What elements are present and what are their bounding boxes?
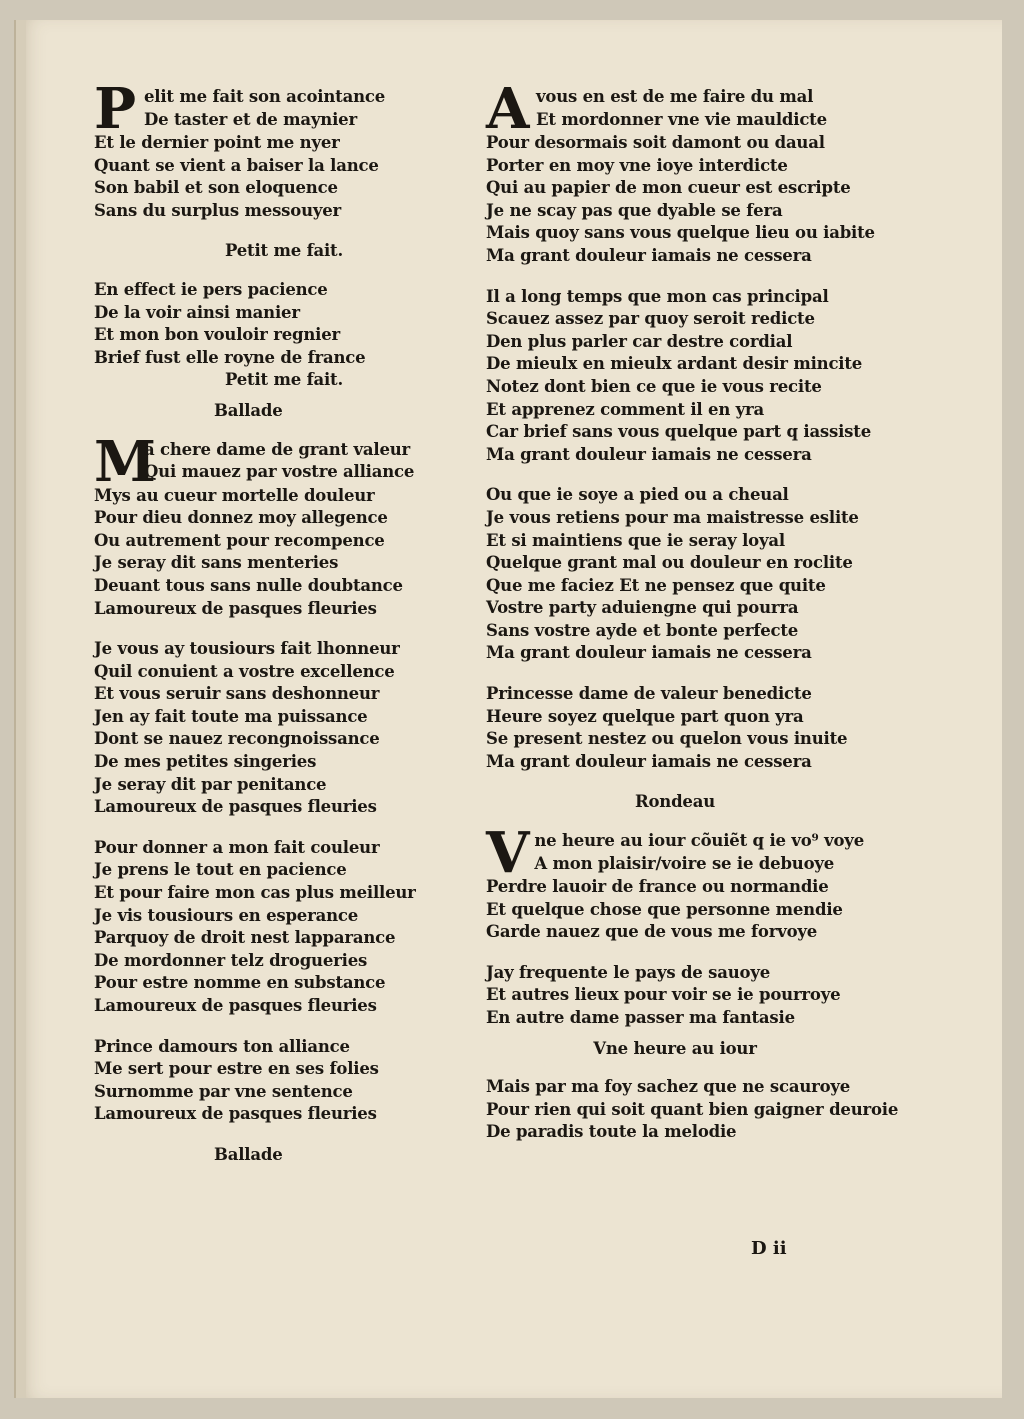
verse-line: Il a long temps que mon cas principal <box>486 286 829 306</box>
section-heading-ballade: Ballade <box>214 400 283 420</box>
stanza <box>94 837 474 1018</box>
verse-line: Que me faciez Et ne pensez que quite <box>486 575 826 595</box>
verse-line: Ma grant douleur iamais ne cessera <box>486 643 812 663</box>
verse-line: De la voir ainsi manier <box>94 302 300 322</box>
verse-line: Qui mauez par vostre alliance <box>144 462 415 482</box>
verse-line: Et autres lieux pour voir se ie pourroye <box>486 985 841 1005</box>
verse-line: ne heure au iour cõuiẽt q ie vo⁹ voye <box>534 831 864 851</box>
verse-line: Jay frequente le pays de sauoye <box>486 962 771 982</box>
verse-line: Lamoureux de pasques fleuries <box>94 996 377 1015</box>
verse-line: Et mon bon vouloir regnier <box>94 325 340 345</box>
verse-line: Et quelque chose que personne mendie <box>486 899 843 919</box>
verse-line: Mys au cueur mortelle douleur <box>94 485 375 505</box>
verse-line: Dont se nauez recongnoissance <box>94 729 380 749</box>
verse-line: De taster et de maynier <box>144 109 357 129</box>
page-gutter <box>16 20 26 1398</box>
verse-line: Et mordonner vne vie mauldicte <box>536 109 827 129</box>
verse-line: Et pour faire mon cas plus meilleur <box>94 883 416 903</box>
stanza <box>486 962 864 1030</box>
verse-line: Qui au papier de mon cueur est escripte <box>486 178 851 198</box>
verse-line: Perdre lauoir de france ou normandie <box>486 877 829 897</box>
opening-drop-cap-block <box>94 76 474 142</box>
stanza <box>94 279 474 369</box>
verse-line: Je seray dit par penitance <box>94 774 327 794</box>
verse-line: Parquoy de droit nest lapparance <box>94 928 396 948</box>
verse-line: Pour desormais soit damont ou daual <box>486 133 825 152</box>
verse-line: Lamoureux de pasques fleuries <box>94 1104 377 1124</box>
drop-cap-initial: A <box>486 76 530 142</box>
drop-cap-initial: M <box>94 428 156 495</box>
verse-line: Se present nestez ou quelon vous inuite <box>486 729 848 749</box>
verse-line: Quelque grant mal ou douleur en roclite <box>486 553 853 573</box>
verse-line: Lamoureux de pasques fleuries <box>94 797 377 817</box>
verse-line: Pour donner a mon fait couleur <box>94 837 380 857</box>
verse-line: Ou que ie soye a pied ou a cheual <box>486 485 789 505</box>
verse-line: A mon plaisir/voire se ie debuoye <box>534 853 835 873</box>
verse-line: Je vous ay tousiours fait lhonneur <box>94 639 400 659</box>
stanza <box>94 132 474 222</box>
verse-line: Je ne scay pas que dyable se fera <box>486 200 783 220</box>
verse-line: Pour rien qui soit quant bien gaigner deuroie <box>486 1099 899 1119</box>
stanza <box>94 485 474 621</box>
verse-line: En autre dame passer ma fantasie <box>486 1008 795 1027</box>
verse-line: Prince damours ton alliance <box>94 1036 350 1056</box>
verse-line: De mordonner telz drogueries <box>94 950 368 970</box>
verse-line: Et le dernier point me nyer <box>94 133 340 152</box>
verse-line: Scauez assez par quoy seroit redicte <box>486 309 815 329</box>
verse-line: Den plus parler car destre cordial <box>486 331 793 351</box>
verse-line: Lamoureux de pasques fleuries <box>94 598 377 618</box>
verse-line: Garde nauez que de vous me forvoye <box>486 922 818 942</box>
verse-line: Mais quoy sans vous quelque lieu ou iabite <box>486 223 875 243</box>
envoi-stanza <box>94 1036 474 1126</box>
verse-line: Je vous retiens pour ma maistresse eslite <box>486 507 859 527</box>
verse-line: Jen ay fait toute ma puissance <box>94 706 368 726</box>
right-column <box>486 76 899 1144</box>
stanza <box>486 132 875 268</box>
verse-line: Deuant tous sans nulle doubtance <box>94 575 403 595</box>
drop-cap-initial: V <box>486 820 530 887</box>
verse-line: De mieulx en mieulx ardant desir mincite <box>486 354 863 374</box>
verse-line: Pour estre nomme en substance <box>94 973 386 993</box>
verse-line: Et si maintiens que ie seray loyal <box>486 530 785 550</box>
stanza <box>486 876 864 944</box>
verse-line: Sans vostre ayde et bonte perfecte <box>486 620 799 640</box>
verse-line: Me sert pour estre en ses folies <box>94 1059 379 1079</box>
drop-cap-initial: P <box>94 76 136 142</box>
verse-line: vous en est de me faire du mal <box>536 87 814 106</box>
verse-line: Je seray dit sans menteries <box>94 553 339 573</box>
verse-line: Notez dont bien ce que ie vous recite <box>486 376 822 396</box>
verse-line: De paradis toute la melodie <box>486 1122 737 1142</box>
verse-line: Ma grant douleur iamais ne cessera <box>486 444 812 464</box>
verse-line: De mes petites singeries <box>94 752 317 772</box>
verse-line: elit me fait son acointance <box>144 87 386 106</box>
right-drop-cap-block <box>486 76 864 142</box>
section-heading-ballade: Ballade <box>214 1144 283 1164</box>
verse-line: Quil conuient a vostre excellence <box>94 661 395 681</box>
refrain-heading: Petit me fait. <box>224 241 344 261</box>
envoi-stanza <box>486 683 864 773</box>
stanza <box>486 1076 899 1144</box>
verse-line: Et apprenez comment il en yra <box>486 399 765 419</box>
verse-line: Porter en moy vne ioye interdicte <box>486 155 788 175</box>
verse-line: Sans du surplus messouyer <box>94 200 342 220</box>
verse-line: Car brief sans vous quelque part q iassiste <box>486 422 871 442</box>
verse-line: Je prens le tout en pacience <box>94 860 347 880</box>
verse-line: Ma grant douleur iamais ne cessera <box>486 245 812 265</box>
book-page <box>14 20 1002 1398</box>
refrain-heading: Petit me fait. <box>224 370 344 390</box>
verse-line: Je vis tousiours en esperance <box>94 905 359 925</box>
verse-line: Ma grant douleur iamais ne cessera <box>486 751 812 771</box>
verse-line: Et vous seruir sans deshonneur <box>94 684 380 704</box>
section-heading-rondeau: Rondeau <box>634 792 716 812</box>
refrain-heading: Vne heure au iour <box>593 1038 757 1058</box>
verse-line: Heure soyez quelque part quon yra <box>486 706 804 726</box>
verse-line: a chere dame de grant valeur <box>144 439 411 459</box>
verse-line: Vostre party aduiengne qui pourra <box>486 598 799 618</box>
verse-line: En effect ie pers pacience <box>94 279 328 299</box>
verse-line: Brief fust elle royne de france <box>94 347 366 367</box>
verse-line: Princesse dame de valeur benedicte <box>486 684 812 704</box>
verse-line: Mais par ma foy sachez que ne scauroye <box>486 1077 851 1097</box>
verse-line: Pour dieu donnez moy allegence <box>94 508 388 528</box>
signature-mark: D ii <box>751 1238 787 1259</box>
verse-line: Surnomme par vne sentence <box>94 1081 353 1101</box>
verse-line: Quant se vient a baiser la lance <box>94 155 379 175</box>
verse-line: Ou autrement pour recompence <box>94 530 385 550</box>
verse-line: Son babil et son eloquence <box>94 178 338 198</box>
left-column <box>94 76 474 1183</box>
stanza <box>486 484 864 665</box>
stanza <box>486 286 871 467</box>
stanza <box>94 638 474 819</box>
